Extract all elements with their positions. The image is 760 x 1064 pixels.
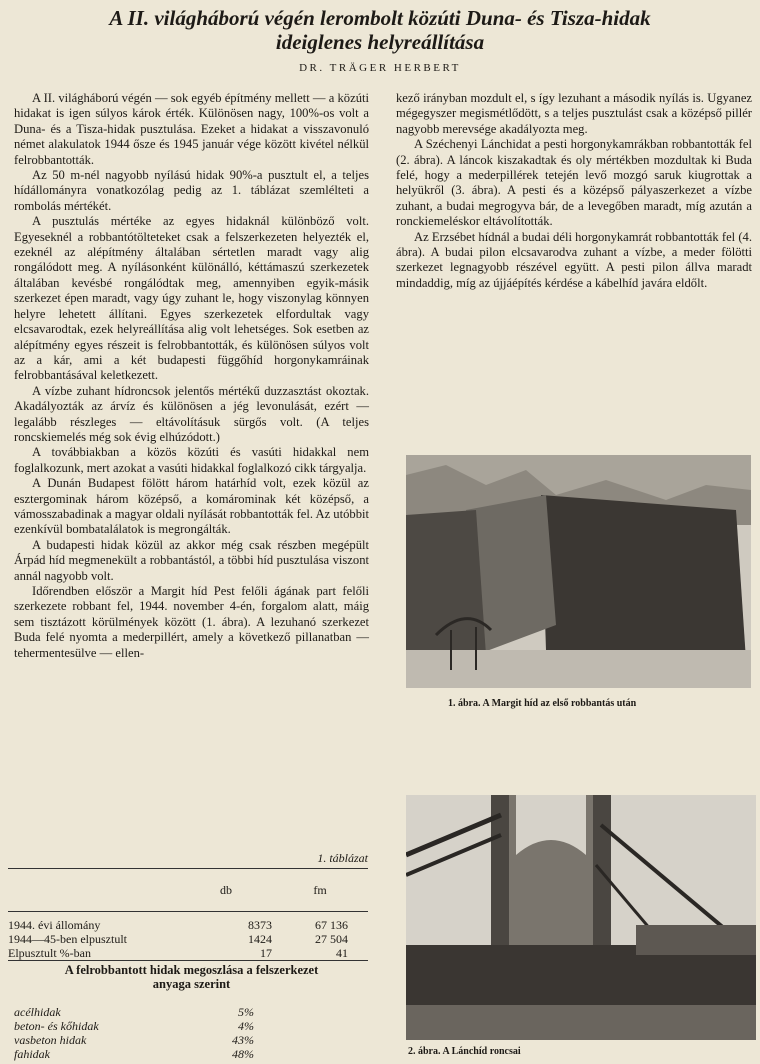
materials-heading-line-2: anyaga szerint: [152, 977, 231, 991]
title-line-1: A II. világháború végén lerombolt közúti Duna- és Tisza-hidak: [109, 6, 651, 30]
right-column: [396, 91, 752, 291]
material-value: 4%: [238, 1019, 254, 1033]
paragraph: Az 50 m-nél nagyobb nyílású hidak 90%-a pusztult el, a teljes hídállományra vonatkozólag pedig az 1. táblázat szemlélteti a rombolás mértékét.: [14, 168, 369, 213]
material-name: vasbeton hidak: [14, 1033, 87, 1047]
material-value: 5%: [238, 1005, 254, 1019]
list-item: [14, 1047, 254, 1061]
table-row: [8, 918, 368, 932]
table-row: [8, 932, 368, 946]
table-cell: 1424: [248, 932, 272, 946]
list-item: [14, 1019, 254, 1033]
material-value: 48%: [232, 1047, 254, 1061]
paragraph: A vízbe zuhant hídroncsok jelentős mértékű duzzasztást okoztak. Akadályozták az árvíz és különösen a jég levonulását, ezért — legalább részleges — eltávolításuk sürgős volt. (A teljes roncskiemelés még sok évig elhúzódott.): [14, 383, 369, 444]
materials-heading-line-1: A felrobbantott hidak megoszlása a felszerkezet: [64, 963, 319, 977]
margit-bridge-illustration: [406, 455, 751, 688]
figure-1-caption: 1. ábra. A Margit híd az első robbantás után: [448, 698, 637, 709]
table-cell: 67 136: [315, 918, 348, 932]
list-item: [14, 1033, 254, 1047]
paragraph: Az Erzsébet hídnál a budai déli horgonykamrát robbantották fel (4. ábra). A budai pilon elcsavarodva zuhant a vízbe, a meder fölötti szerkezet legnagyobb részével együtt. A pesti pilon állva maradt mindaddig, míg az újjáépítés kérdése a kábelhíd javára eldőlt.: [396, 229, 752, 290]
paragraph: A II. világháború végén — sok egyéb építmény mellett — a közúti hidakat is igen súlyos károk érték. Különösen nagy, 100%-os volt a Duna- és a Tisza-hidak pusztulása. Ezeket a hidakat a visszavonuló német alakulatok 1944 ősze és 1945 január vége között kivétel nélkül felrobbantották.: [14, 91, 369, 167]
table-cell: 41: [272, 946, 368, 961]
table-cell: 17: [180, 946, 272, 961]
paragraph: kező irányban mozdult el, s így lezuhant a második nyílás is. Ugyanez mégegyszer megismétlődött, s a teljes pusztulást csak a középső pillér nagyobb merevsége akadályozta meg.: [396, 91, 752, 136]
chain-bridge-illustration: [406, 795, 756, 1040]
bridge-stats-table: [8, 868, 368, 961]
table-cell: 27 504: [315, 932, 348, 946]
paragraph: A Széchenyi Lánchidat a pesti horgonykamrákban robbantották fel (2. ábra). A láncok kiszakadtak és oly mértékben mozdultak ki Buda felé, hogy a mederpillérek tetején levő mozgó saruk kiugrottak a helyükről (3. ábra). A pesti és a középső pályaszerkezet a vízbe zuhant, a budai megrogyva bár, de a levegőben maradt, míg azután a ronckiemeléskor eltávolították.: [396, 137, 752, 229]
chain-bridge-photo: [406, 795, 756, 1040]
material-name: acélhidak: [14, 1005, 61, 1019]
table-row: [8, 946, 368, 961]
author-byline: DR. TRÄGER HERBERT: [299, 62, 461, 74]
table-cell: 1944—45-ben elpusztult: [8, 932, 127, 946]
material-value: 43%: [232, 1033, 254, 1047]
table-cell: 8373: [248, 918, 272, 932]
material-name: fahidak: [14, 1047, 50, 1061]
paragraph: A budapesti hidak közül az akkor még csak részben megépült Árpád híd megmenekült a robbantástól, a többi híd pusztulása viszont annál nagyobb volt.: [14, 537, 369, 583]
paragraph: A Dunán Budapest fölött három határhíd volt, ezek közül az esztergominak három középső, a komárominak két középső, a vámosszabadinak a magyar oldali nyílását robbantották fel. Az utóbbit ezenkívül bombatalálatok is megrongálták.: [14, 476, 369, 537]
table-cell: 1944. évi állomány: [8, 918, 101, 932]
paragraph: Időrendben először a Margit híd Pest felőli ágának part felőli szerkezete robbant fel, 1944. november 4-én, forgalom alatt, máig sem tisztázott körülmények között (1. ábra). A lezuhanó szerkezet Buda felé nyomta a mederpillért, amely a következő pillanatban — tehermentesülve — ellen-: [14, 584, 369, 660]
paragraph: A továbbiakban a közös közúti és vasúti hidakkal nem foglalkozunk, mert azokat a vasúti hidakkal foglalkozó cikk tárgyalja.: [14, 445, 369, 475]
margit-bridge-photo: [406, 455, 751, 688]
left-column: [14, 91, 369, 661]
table-header: fm: [272, 869, 368, 912]
title-line-2: ideiglenes helyreállítása: [275, 30, 485, 54]
table-header-row: [8, 869, 368, 912]
paragraph: A pusztulás mértéke az egyes hidaknál különböző volt. Egyeseknél a robbantótölteteket csak a felszerkezeten helyezték el, ezeknél az alépítmény általában sértetlen maradt vagy alig rongálódott meg. A nyílásonként különálló, kéttámaszú szerkezetek általában kevésbé rongálódtak meg, amennyiben egyik-másik szerkezet épen maradt, vagy úgy zuhant le, hogy viszonylag könnyen helyre lehetett állítani. Egyes szerkezetek elfordultak vagy elcsavarodtak, ezek helyreállítása alig volt lehetséges. Sok esetben az alépítmény egyes részeit is felrobbantották, és különösen súlyos volt az a kár, ami a két budapesti függőhíd horgonykamráinak felrobbantásával keletkezett.: [14, 214, 369, 383]
materials-list: [14, 1005, 254, 1061]
list-item: [14, 1005, 254, 1019]
figure-2-caption: 2. ábra. A Lánchíd roncsai: [408, 1046, 521, 1057]
table-header: db: [180, 869, 272, 912]
table-caption: 1. táblázat: [317, 851, 368, 865]
materials-heading: [14, 963, 369, 991]
material-name: beton- és kőhidak: [14, 1019, 99, 1033]
article-title: [0, 6, 760, 54]
table-header: [8, 869, 180, 912]
table-cell: Elpusztult %-ban: [8, 946, 180, 961]
